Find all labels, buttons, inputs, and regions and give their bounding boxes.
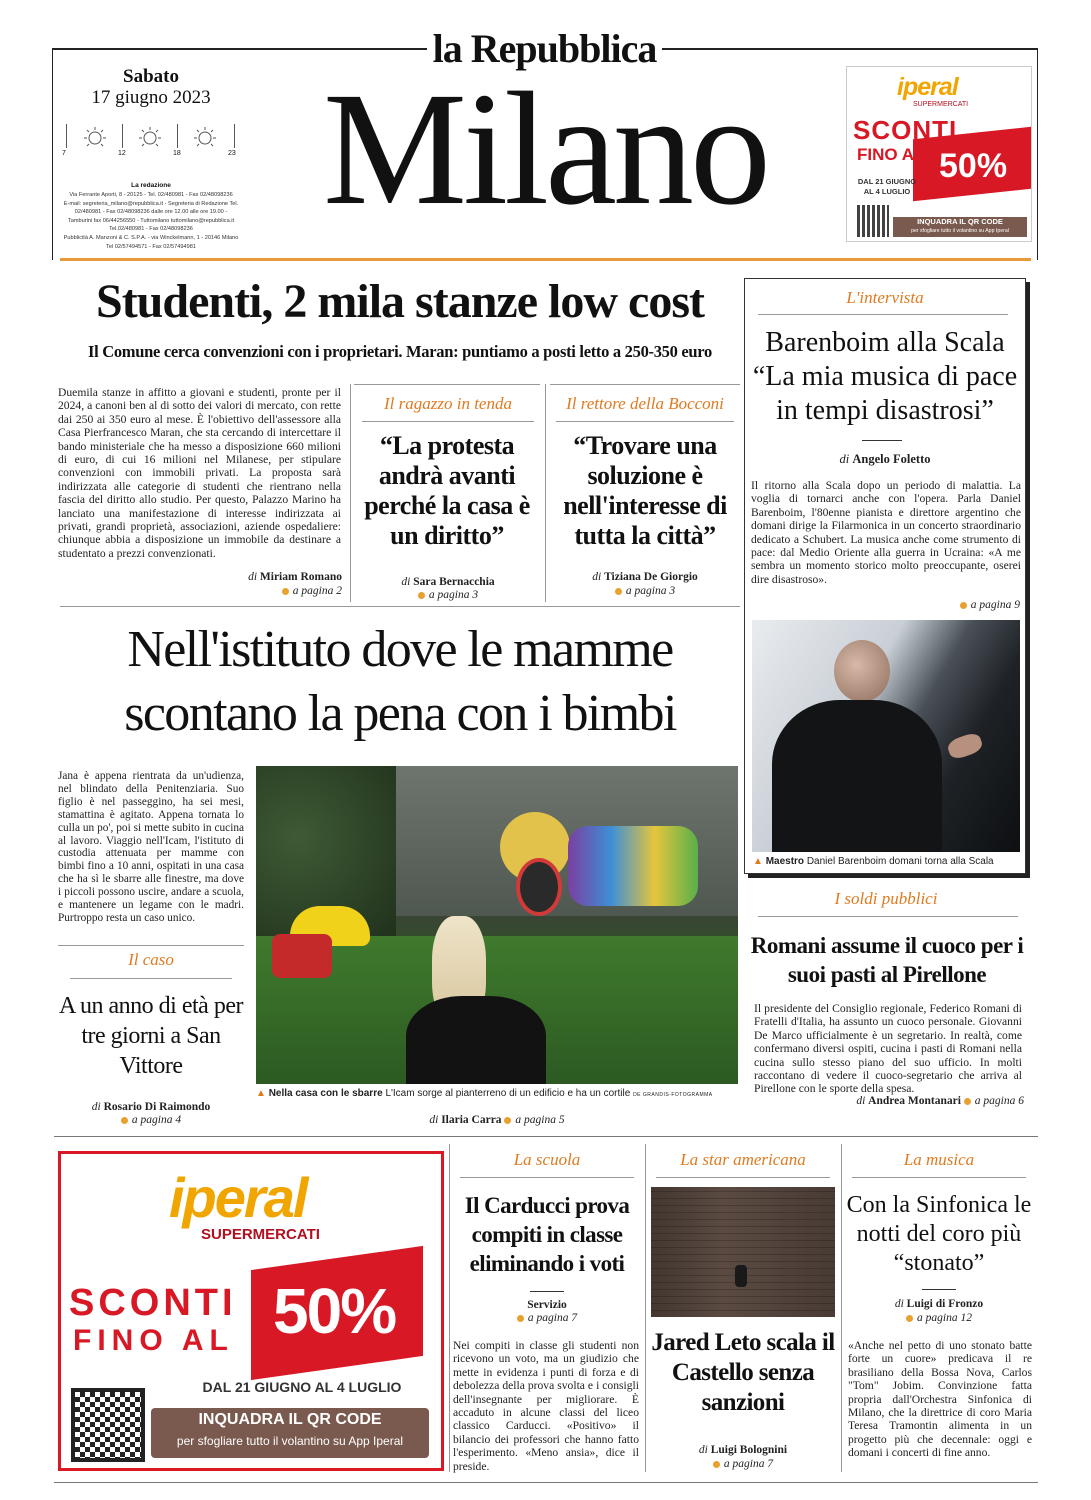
soldi-body: Il presidente del Consiglio regionale, Federico Romani di Fratelli d'Italia, ha assunto un cuoco personale. Giovanni De Marco ufficialmente è un segretario. In realtà, come confermano diversi ospiti, cucina i pasti di Romani nella cucina sullo stesso piano del suo ufficio. In molti raccontano di vedere il cuoco-segretario che arriva al Pirellone con le sporte della spesa. <box>754 1002 1022 1096</box>
divider <box>58 945 244 946</box>
masthead-frame-right <box>1037 48 1038 260</box>
star-kicker: La star americana <box>680 1150 806 1169</box>
toy-tunnel <box>568 826 698 906</box>
weather-temp: 12 <box>118 150 126 157</box>
interview-kicker: L'intervista <box>846 288 924 307</box>
ad-dates-1: DAL 21 GIUGNO <box>857 177 917 186</box>
byline-name: Tiziana De Giorgio <box>604 571 698 583</box>
weather-temp: 7 <box>62 150 66 157</box>
edition-title: Milano <box>323 60 767 239</box>
weather-tick <box>234 124 235 148</box>
byline-di: di <box>592 571 602 583</box>
byline-name: Angelo Foletto <box>852 452 931 466</box>
ad-logo-iperal: iperal <box>169 1166 307 1229</box>
divider <box>70 978 232 979</box>
side1-kicker: Il ragazzo in tenda <box>384 394 512 413</box>
divider <box>922 1289 956 1290</box>
conductor-body <box>772 700 942 852</box>
pageref-text: a pagina 12 <box>917 1312 972 1324</box>
scuola-headline[interactable]: Il Carducci prova compiti in classe eliminando i voti <box>464 1193 630 1276</box>
divider <box>556 421 734 422</box>
ad-fino: FINO AL <box>73 1324 234 1357</box>
divider <box>852 1177 1026 1178</box>
ad-dates-2: AL 4 LUGLIO <box>863 187 911 196</box>
ad-sub: SUPERMERCATI <box>913 101 969 108</box>
weather-temp: 18 <box>173 150 181 157</box>
weather-temp: 23 <box>228 150 236 157</box>
divider <box>530 1291 564 1292</box>
caption-bold: Nella casa con le sbarre <box>268 1088 383 1099</box>
woman-body <box>406 996 546 1084</box>
soldi-byline <box>800 1095 1024 1107</box>
orange-rule <box>60 258 1031 261</box>
second-body: Jana è appena rientrata da un'udienza, nel blindato della Penitenziaria. Suo figlio è nel passeggino, ha sei mesi, stamattina è agitato. Appena tornata lo culla un po', poi si mette subito in cucina al lavoro. Viaggio nell'Icam, l'istituto di custodia attenuata per mamme con bimbi fino a 10 anni, ospitati in una casa che ha sì le sbarre alle finestre, ma dove i piccoli possono uscire, andare a scuola, e mantenere un legame con le madri. Purtroppo resta un caso unico. <box>58 770 244 924</box>
byline-name: Sara Bernacchia <box>413 576 495 588</box>
photo-castello <box>651 1187 835 1317</box>
byline-name: Rosario Di Raimondo <box>103 1101 211 1113</box>
pageref-text: a pagina 2 <box>292 585 342 597</box>
caption-bold: Maestro <box>765 856 805 867</box>
date-full: 17 giugno 2023 <box>91 87 211 108</box>
redazione-line: Pubblicità A. Manzoni & C. S.P.A. - via Winckelmann, 1 - 20146 Milano <box>63 234 239 241</box>
byline-di: di <box>698 1444 708 1456</box>
byline-di: di <box>839 452 850 466</box>
star-headline[interactable]: Jared Leto scala il Castello senza sanzioni <box>651 1329 835 1416</box>
interview-body: Il ritorno alla Scala dopo un periodo di malattia. La voglia di tornarci anche con l'opera. Parla Daniel Barenboim, l'80enne pianista e direttore argentino che domani dirige la Filarmonica in un concerto straordinario dedicato a Schubert. La musica anche come strumento di pace: dal Medio Oriente alla guerra in Ucraina: «A me sembra un momento storico molto preoccupante, oserei dire disastroso». <box>751 479 1021 586</box>
byline-name: Ilaria Carra <box>441 1114 502 1126</box>
pageref-text[interactable]: a pagina 5 <box>515 1114 565 1126</box>
divider <box>862 440 902 441</box>
caption-text: L'Icam sorge al pianterreno di un edificio e ha un cortile <box>385 1088 631 1099</box>
conductor-head <box>834 640 890 702</box>
star-pageref[interactable] <box>645 1458 841 1470</box>
bullet-icon <box>418 592 425 599</box>
toy-caterpillar-mouth <box>516 858 562 916</box>
byline-di: di <box>429 1114 439 1126</box>
byline-name: Luigi di Fronzo <box>906 1298 984 1310</box>
side1-byline <box>352 576 544 588</box>
ad-sconti: SCONTI <box>853 115 958 145</box>
bullet-icon <box>960 602 967 609</box>
byline-di: di <box>856 1095 866 1107</box>
interview-caption <box>753 856 1023 867</box>
byline-di: di <box>91 1101 101 1113</box>
pageref-text: a pagina 7 <box>527 1312 578 1324</box>
divider <box>54 1136 1038 1137</box>
caso-byline <box>58 1101 244 1113</box>
ad-cta: INQUADRA IL QR CODE <box>917 217 1003 226</box>
side2-quote[interactable]: “Trovare una soluzione è nell'interesse di tutta la città” <box>563 431 727 550</box>
redazione-title: La redazione <box>131 182 171 189</box>
pageref-text: a pagina 3 <box>428 589 479 601</box>
musica-pageref[interactable] <box>841 1312 1037 1324</box>
divider <box>656 1177 830 1178</box>
bullet-icon <box>615 588 622 595</box>
ad-cta-sub: per sfogliare tutto il volantino su App Iperal <box>176 1434 404 1448</box>
ad-sub: SUPERMERCATI <box>201 1226 320 1243</box>
ad-cta: INQUADRA IL QR CODE <box>198 1411 382 1428</box>
byline-di: di <box>894 1298 904 1310</box>
brand-logo[interactable]: la Repubblica <box>432 26 657 71</box>
side2-byline <box>548 571 742 583</box>
weather-strip <box>62 124 242 160</box>
interview-headline[interactable]: Barenboim alla Scala “La mia musica di pace in tempi disastrosi” <box>752 327 1018 426</box>
scuola-kicker: La scuola <box>513 1150 581 1169</box>
redazione-line: E-mail: segreteria_milano@repubblica.it - Segreteria di Redazione Tel. <box>63 200 239 207</box>
byline-name: Miriam Romano <box>259 571 342 583</box>
masthead-rule-right <box>662 48 1038 50</box>
weather-tick <box>122 124 123 148</box>
divider <box>758 916 1018 917</box>
ad-top-right[interactable] <box>846 66 1032 242</box>
musica-kicker: La musica <box>903 1150 975 1169</box>
lead-headline[interactable]: Studenti, 2 mila stanze low cost <box>96 275 704 328</box>
bullet-icon <box>504 1117 511 1124</box>
redazione-line: Tamburini fax 06/44256550 - Tuttomilano tuttomilano@repubblica.it <box>67 217 235 224</box>
caret-icon: ▲ <box>753 856 763 867</box>
wall-shade <box>651 1187 835 1317</box>
ad-cta-sub: per sfogliare tutto il volantino su App Iperal <box>911 228 1009 234</box>
side1-quote[interactable]: “La protesta andrà avanti perché la casa è un diritto” <box>364 431 530 550</box>
pageref-text[interactable]: a pagina 6 <box>974 1095 1024 1107</box>
side2-kicker: Il rettore della Bocconi <box>566 394 724 413</box>
qr-code-icon <box>71 1388 145 1462</box>
photo-barenboim <box>752 620 1020 852</box>
sun-icon <box>190 126 220 148</box>
redazione-info <box>58 191 244 251</box>
pageref-text: a pagina 4 <box>131 1114 182 1126</box>
bullet-icon <box>282 588 289 595</box>
weather-tick <box>177 124 178 148</box>
byline-di: di <box>248 571 258 583</box>
photo-credit: DE GRANDIS-FOTOGRAMMA <box>633 1092 713 1098</box>
qr-code-icon <box>857 205 889 237</box>
side2-pageref[interactable] <box>548 585 742 597</box>
sun-icon <box>135 126 165 148</box>
scuola-byline: Servizio <box>527 1299 567 1311</box>
page-bottom-rule <box>54 1482 1038 1483</box>
caso-kicker: Il caso <box>128 950 174 969</box>
second-caption <box>256 1088 738 1099</box>
ad-fino: FINO AL <box>857 145 925 164</box>
lead-byline <box>200 571 342 583</box>
scuola-body: Nei compiti in classe gli studenti non ricevono un voto, ma un giudizio che mette in evidenza i punti di forza e di debolezza della prova svolta e i consigli dell'insegnante per migliorare. È accaduto in alcune classi del liceo classico Carducci. «Positivo» il bilancio dei professori che hanno fatto l'esperimento. «Meno ansia», dice il preside. <box>453 1339 639 1473</box>
ad-dates: DAL 21 GIUGNO AL 4 LUGLIO <box>202 1379 402 1395</box>
bullet-icon <box>517 1315 524 1322</box>
pageref-text: a pagina 9 <box>970 599 1020 611</box>
pageref-text: a pagina 7 <box>723 1458 774 1470</box>
photo-icam-courtyard <box>256 766 738 1084</box>
pageref-text: a pagina 3 <box>625 585 676 597</box>
toy-base <box>272 934 332 978</box>
musica-headline[interactable]: Con la Sinfonica le notti del coro più “stonato” <box>846 1192 1032 1276</box>
divider <box>350 384 351 602</box>
byline-name: Andrea Montanari <box>868 1095 961 1107</box>
musica-body: «Anche nel petto di uno stonato batte forte un cuore» predicava il re brasiliano della Bossa Nova, Carlos "Tom" Jobim. Convinzione fatta propria dall'Orchestra Sinfonica di Milano, che la direttrice di coro Maria Teresa Tramontin alimenta in un progetto più che decennale: oggi e domani i concerti di fine anno. <box>848 1339 1032 1460</box>
date-day: Sabato <box>123 66 179 87</box>
ad-logo-iperal: iperal <box>897 73 958 101</box>
soldi-kicker: I soldi pubblici <box>834 889 938 908</box>
redazione-line: Tel 02/57494571 - Fax 02/57494981 <box>106 243 196 250</box>
interview-byline <box>746 452 1024 467</box>
byline-name: Luigi Bolognini <box>710 1444 788 1456</box>
bullet-icon <box>713 1461 720 1468</box>
redazione-line: Via Ferrante Aporti, 8 - 20125 - Tel. 02/480981 - Fax 02/48098236 <box>69 192 233 198</box>
lead-subhead: Il Comune cerca convenzioni con i proprietari. Maran: puntiamo a posti letto a 250-350 euro <box>88 342 712 361</box>
ad-sconti: SCONTI <box>69 1282 237 1324</box>
ad-iperal-big[interactable] <box>58 1151 444 1471</box>
masthead-rule-left <box>52 48 427 50</box>
bullet-icon <box>121 1117 128 1124</box>
masthead-frame-left <box>52 48 53 260</box>
scuola-pageref[interactable] <box>449 1312 645 1324</box>
byline-di: di <box>401 576 411 588</box>
divider <box>460 1177 634 1178</box>
divider <box>60 606 740 607</box>
weather-tick <box>66 124 67 148</box>
caso-headline[interactable]: A un anno di età per tre giorni a San Vittore <box>59 993 243 1079</box>
divider <box>354 384 540 385</box>
bullet-icon <box>964 1098 971 1105</box>
divider <box>362 421 534 422</box>
divider <box>645 1144 646 1472</box>
soldi-headline[interactable]: Romani assume il cuoco per i suoi pasti al Pirellone <box>750 933 1024 987</box>
interview-pageref[interactable] <box>870 599 1020 611</box>
second-byline <box>256 1114 738 1126</box>
musica-byline <box>841 1298 1037 1310</box>
ad-percent: 50% <box>939 147 1008 185</box>
redazione-line: 02/480981 - Fax 02/48098236 dalle ore 12.00 alle ore 19.00 - <box>74 209 228 216</box>
sun-icon <box>80 126 110 148</box>
divider <box>758 314 1008 315</box>
lead-body: Duemila stanze in affitto a giovani e studenti, pronte per il 2024, a canoni ben al di sotto dei valori di mercato, con rette dai 250 ai 350 euro al mese. È l'obiettivo dell'assessore alla Casa Pierfrancesco Maran, che sta cercando di intercettare il bando ministeriale che ha messo a disposizione 660 milioni di euro, di cui 16 milioni nel Milanese, per stipulare convenzioni con immobili privati. La proposta sarà indirizzata alle categorie di studenti che rientrano nella fascia del diritto allo studio. Per questo, Palazzo Marino ha lanciato una manifestazione di interesse indirizzata ai privati, grandi proprietà, associazioni, aziende ospedaliere: chiunque abbia a disposizione un immobile da destinare a studentato a prezzi convenzionati. <box>58 386 341 560</box>
lead-pageref[interactable] <box>200 585 342 597</box>
caret-icon: ▲ <box>256 1088 266 1099</box>
side1-pageref[interactable] <box>352 589 544 601</box>
caso-pageref[interactable] <box>58 1114 244 1126</box>
divider <box>545 384 546 602</box>
redazione-line: Tel.02/480981 - Fax 02/48098236 <box>109 226 193 233</box>
ad-cta-box <box>893 217 1027 237</box>
ad-cta-box <box>151 1408 429 1458</box>
conductor-hand <box>946 731 985 761</box>
bullet-icon <box>906 1315 913 1322</box>
ad-percent: 50% <box>273 1275 396 1347</box>
caption-text: Daniel Barenboim domani torna alla Scala <box>806 856 994 867</box>
second-headline[interactable]: Nell'istituto dove le mamme scontano la pena con i bimbi <box>124 621 676 742</box>
star-byline <box>645 1444 841 1456</box>
divider <box>550 384 740 385</box>
